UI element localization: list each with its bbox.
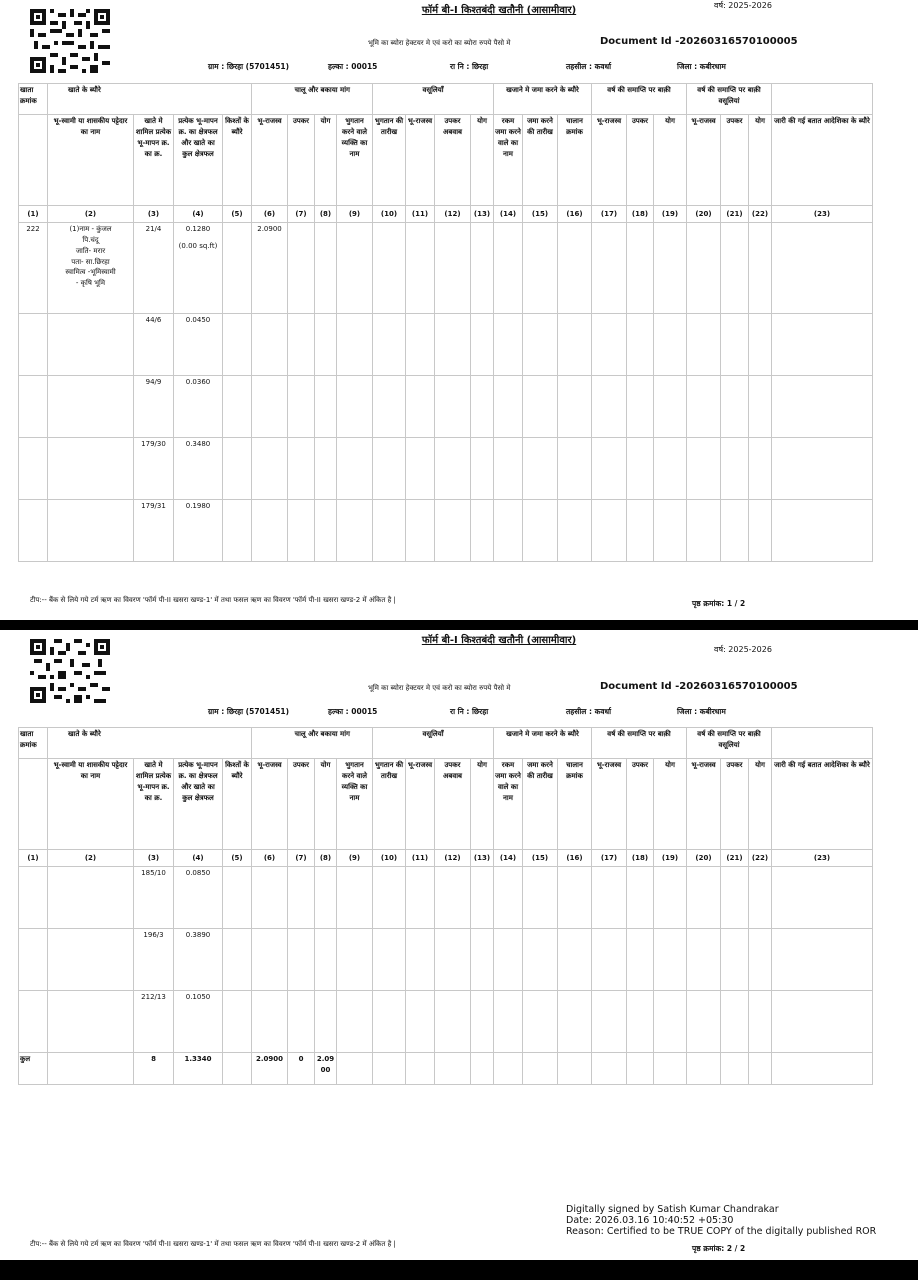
- area-value: 0.0850: [174, 867, 223, 929]
- area-sqft: (0.00 sq.ft): [178, 241, 218, 250]
- signature-date: Date: 2026.03.16 10:40:52 +05:30: [566, 1215, 734, 1226]
- col-number: (16): [558, 850, 592, 867]
- col-number: (21): [721, 850, 749, 867]
- th-col-8: योग: [315, 759, 337, 850]
- col-number: (9): [337, 850, 373, 867]
- owner-line: जाति- मरार: [75, 246, 106, 255]
- gram-label: ग्राम : छिरहा (5701451): [208, 62, 290, 71]
- survey-number: 185/10: [134, 867, 174, 929]
- form-title: [0, 632, 918, 646]
- th-col-3: खाते मे शामिल प्रत्येक भू-मापन क्र. का क्र.: [134, 115, 174, 206]
- ra-ni-label: रा नि : छिरहा: [450, 62, 489, 71]
- th-col-22: योग: [749, 759, 772, 850]
- th-col-6: भू-राजस्व: [252, 115, 288, 206]
- col-number: (7): [288, 850, 315, 867]
- unit-note: भूमि का ब्योरा हेक्टयर मे एवं करो का ब्योरा रुपये पैसो मे: [368, 684, 511, 692]
- th-col-12: उपकर अबवाब: [435, 759, 471, 850]
- col-number: (22): [749, 850, 772, 867]
- col-number: (22): [749, 206, 772, 223]
- th-col-17: भू-राजस्व: [592, 759, 627, 850]
- survey-number: 179/30: [134, 438, 174, 500]
- th-col-19: योग: [654, 115, 687, 206]
- th-col-23: जारी की गई बतात आदेशिका के ब्यौरे: [772, 759, 873, 850]
- th-col-21: उपकर: [721, 759, 749, 850]
- survey-number: 44/6: [134, 314, 174, 376]
- th-col-2: भू-स्वामी या शासकीय पट्टेदार का नाम: [48, 115, 134, 206]
- th-varsh-baki-vasuliyan: वर्ष की समाप्ति पर बाक़ी वसूलियां: [687, 84, 772, 115]
- col-number: (18): [627, 206, 654, 223]
- col-number: (3): [134, 206, 174, 223]
- th-col-18: उपकर: [627, 759, 654, 850]
- total-revenue: 2.0900: [252, 1053, 288, 1085]
- th-khate-ke-byore: खाते के ब्यौरे: [48, 728, 252, 759]
- th-col-11: भू-राजस्व: [406, 115, 435, 206]
- th-chalu-bakaya: चालू और बकाया मांग: [252, 728, 373, 759]
- qr-code-icon: [30, 8, 110, 74]
- col-number: (5): [223, 206, 252, 223]
- th-col-19: योग: [654, 759, 687, 850]
- owner-line: पि.चंदू: [82, 235, 99, 244]
- total-count: 8: [134, 1053, 174, 1085]
- col-number: (17): [592, 850, 627, 867]
- area-value: 0.3890: [174, 929, 223, 991]
- qr-code-icon: [30, 638, 110, 704]
- total-upkar: 0: [288, 1053, 315, 1085]
- ra-ni-label: रा नि : छिरहा: [450, 707, 489, 716]
- col-number: (15): [523, 206, 558, 223]
- th-col-7: उपकर: [288, 759, 315, 850]
- th-col-21: उपकर: [721, 115, 749, 206]
- th-col-9: भुगतान करने वाले व्यक्ति का नाम: [337, 759, 373, 850]
- revenue-value: 2.0900: [252, 223, 288, 314]
- col-number: (9): [337, 206, 373, 223]
- owner-line: स्वामित्व -भूमिस्वामी: [65, 268, 116, 277]
- survey-number: 179/31: [134, 500, 174, 562]
- area-hectare: 0.1280: [185, 225, 211, 233]
- th-khate-ke-byore: खाते के ब्यौरे: [48, 84, 252, 115]
- page-number: पृष्ठ क्रमांक: 1 / 2: [692, 599, 746, 608]
- th-col-16: चालान क्रमांक: [558, 115, 592, 206]
- col-number: (19): [654, 206, 687, 223]
- th-col-9: भुगतान करने वाले व्यक्ति का नाम: [337, 115, 373, 206]
- th-col-11: भू-राजस्व: [406, 759, 435, 850]
- th-vasuliyan: वसूलियाँ: [373, 728, 494, 759]
- col-number: (13): [471, 206, 494, 223]
- col-number: (23): [772, 206, 873, 223]
- th-col-5: किश्तों के ब्यौरे: [223, 115, 252, 206]
- total-row: [19, 1053, 873, 1085]
- col-number: (14): [494, 206, 523, 223]
- col-number: (13): [471, 850, 494, 867]
- document-page-1: [0, 0, 918, 620]
- area-value: 0.1980: [174, 500, 223, 562]
- unit-note: भूमि का ब्योरा हेक्टयर मे एवं करो का ब्योरा रुपये पैसो मे: [368, 39, 511, 47]
- th-col-3: खाते मे शामिल प्रत्येक भू-मापन क्र. का क्र.: [134, 759, 174, 850]
- total-label: कुल: [19, 1053, 48, 1085]
- col-number: (12): [435, 850, 471, 867]
- signature-reason: Reason: Certified to be TRUE COPY of the digitally published ROR: [566, 1226, 877, 1237]
- table-row: [19, 500, 873, 562]
- khatauni-table-page-1: [18, 83, 873, 562]
- form-title: [0, 2, 918, 16]
- col-number: (6): [252, 850, 288, 867]
- col-number: (19): [654, 850, 687, 867]
- page-number: पृष्ठ क्रमांक: 2 / 2: [692, 1244, 746, 1253]
- th-chalu-bakaya: चालू और बकाया मांग: [252, 84, 373, 115]
- footnote: टीप:-- बैंक से लिये गये टर्म ऋण का विवरण 'फॉर्म पी-II खसरा खण्ड-1' में तथा फसल ऋण का विवरण 'फॉर्म पी-II खसरा खण्ड-2 में अंकित है |: [30, 1240, 396, 1248]
- col-number: (10): [373, 850, 406, 867]
- th-col-10: भुगतान की तारीख: [373, 115, 406, 206]
- th-col-17: भू-राजस्व: [592, 115, 627, 206]
- th-col-5: किश्तों के ब्यौरे: [223, 759, 252, 850]
- th-col-14: रकम जमा करने वाले का नाम: [494, 759, 523, 850]
- owner-line: पता- सा.छिरहा: [71, 257, 110, 266]
- tehsil-label: तहसील : कवर्धा: [566, 707, 612, 716]
- khata-number: 222: [19, 223, 48, 314]
- area-value: 0.0450: [174, 314, 223, 376]
- owner-line: - कृषि भूमि: [75, 279, 106, 288]
- col-number: (20): [687, 206, 721, 223]
- area-value: 0.3480: [174, 438, 223, 500]
- zila-label: जिला : कबीरधाम: [677, 62, 726, 71]
- table-row: [19, 438, 873, 500]
- document-id: Document Id -20260316570100005: [600, 681, 798, 692]
- col-number: (14): [494, 850, 523, 867]
- col-number: (1): [19, 206, 48, 223]
- col-number: (20): [687, 850, 721, 867]
- total-yog: 2.0900: [315, 1053, 337, 1085]
- th-col-1: [19, 759, 48, 850]
- col-number: (3): [134, 850, 174, 867]
- halka-label: हल्का : 00015: [328, 62, 378, 71]
- area-value: 0.1050: [174, 991, 223, 1053]
- form-title-text: फॉर्म बी-I किश्तबंदी खतौनी (आसामीवार): [421, 635, 577, 646]
- col-number: (1): [19, 850, 48, 867]
- year-label: वर्ष: 2025-2026: [714, 645, 772, 654]
- digital-signature: [566, 1204, 876, 1237]
- year-label: वर्ष: 2025-2026: [714, 1, 772, 10]
- table-row: [19, 314, 873, 376]
- col-number: (11): [406, 850, 435, 867]
- khatauni-table-page-2: [18, 727, 873, 1085]
- owner-details: [48, 223, 134, 314]
- th-col-22: योग: [749, 115, 772, 206]
- col-number: (2): [48, 850, 134, 867]
- area-value: 0.0360: [174, 376, 223, 438]
- col-number: (6): [252, 206, 288, 223]
- col-number: (18): [627, 850, 654, 867]
- form-title-text: फॉर्म बी-I किश्तबंदी खतौनी (आसामीवार): [421, 5, 577, 16]
- th-varsh-baki-vasuliyan: वर्ष की समाप्ति पर बाक़ी वसूलियां: [687, 728, 772, 759]
- th-col-4: प्रत्येक भू-मापन क्र. का क्षेत्रफल और खाते का कुल क्षेत्रफल: [174, 115, 223, 206]
- col-number: (16): [558, 206, 592, 223]
- tehsil-label: तहसील : कवर्धा: [566, 62, 612, 71]
- col-number: (11): [406, 206, 435, 223]
- th-col-15: जमा करने की तारीख: [523, 759, 558, 850]
- col-number: (5): [223, 850, 252, 867]
- col-number: (10): [373, 206, 406, 223]
- document-id: Document Id -20260316570100005: [600, 36, 798, 47]
- th-varsh-baki: वर्ष की समाप्ति पर बाक़ी: [592, 84, 687, 115]
- th-col-15: जमा करने की तारीख: [523, 115, 558, 206]
- area-value: [174, 223, 223, 314]
- th-col-6: भू-राजस्व: [252, 759, 288, 850]
- th-blank: [772, 84, 873, 115]
- th-col-8: योग: [315, 115, 337, 206]
- th-col-18: उपकर: [627, 115, 654, 206]
- zila-label: जिला : कबीरधाम: [677, 707, 726, 716]
- owner-line: (1)नाम - कुंजल: [69, 225, 112, 233]
- th-khata-kramank: खाता क्रमांक: [19, 728, 48, 759]
- table-row: [19, 929, 873, 991]
- th-khajane: खजाने मे जमा करने के ब्यौरे: [494, 728, 592, 759]
- col-number: (2): [48, 206, 134, 223]
- footnote: टीप:-- बैंक से लिये गये टर्म ऋण का विवरण 'फॉर्म पी-II खसरा खण्ड-1' में तथा फसल ऋण का विवरण 'फॉर्म पी-II खसरा खण्ड-2 में अंकित है |: [30, 596, 396, 604]
- document-page-2: [0, 630, 918, 1260]
- table-row: [19, 223, 873, 314]
- th-col-16: चालान क्रमांक: [558, 759, 592, 850]
- total-area: 1.3340: [174, 1053, 223, 1085]
- th-col-2: भू-स्वामी या शासकीय पट्टेदार का नाम: [48, 759, 134, 850]
- survey-number: 212/13: [134, 991, 174, 1053]
- col-number: (12): [435, 206, 471, 223]
- col-number: (17): [592, 206, 627, 223]
- survey-number: 21/4: [134, 223, 174, 314]
- th-col-14: रकम जमा करने वाले का नाम: [494, 115, 523, 206]
- col-number: (21): [721, 206, 749, 223]
- col-number: (7): [288, 206, 315, 223]
- survey-number: 94/9: [134, 376, 174, 438]
- th-col-13: योग: [471, 115, 494, 206]
- th-varsh-baki: वर्ष की समाप्ति पर बाक़ी: [592, 728, 687, 759]
- table-row: [19, 376, 873, 438]
- col-number: (8): [315, 206, 337, 223]
- col-number: (23): [772, 850, 873, 867]
- halka-label: हल्का : 00015: [328, 707, 378, 716]
- th-khata-kramank: खाता क्रमांक: [19, 84, 48, 115]
- col-number: (4): [174, 850, 223, 867]
- th-blank: [772, 728, 873, 759]
- signature-line: Digitally signed by Satish Kumar Chandrakar: [566, 1204, 779, 1215]
- th-vasuliyan: वसूलियाँ: [373, 84, 494, 115]
- th-col-7: उपकर: [288, 115, 315, 206]
- th-col-1: [19, 115, 48, 206]
- col-number: (15): [523, 850, 558, 867]
- survey-number: 196/3: [134, 929, 174, 991]
- th-col-23: जारी की गई बतात आदेशिका के ब्यौरे: [772, 115, 873, 206]
- th-col-4: प्रत्येक भू-मापन क्र. का क्षेत्रफल और खाते का कुल क्षेत्रफल: [174, 759, 223, 850]
- th-col-20: भू-राजस्व: [687, 115, 721, 206]
- table-row: [19, 991, 873, 1053]
- th-col-10: भुगतान की तारीख: [373, 759, 406, 850]
- table-row: [19, 867, 873, 929]
- th-khajane: खजाने मे जमा करने के ब्यौरे: [494, 84, 592, 115]
- th-col-20: भू-राजस्व: [687, 759, 721, 850]
- gram-label: ग्राम : छिरहा (5701451): [208, 707, 290, 716]
- col-number: (8): [315, 850, 337, 867]
- th-col-13: योग: [471, 759, 494, 850]
- col-number: (4): [174, 206, 223, 223]
- th-col-12: उपकर अबवाब: [435, 115, 471, 206]
